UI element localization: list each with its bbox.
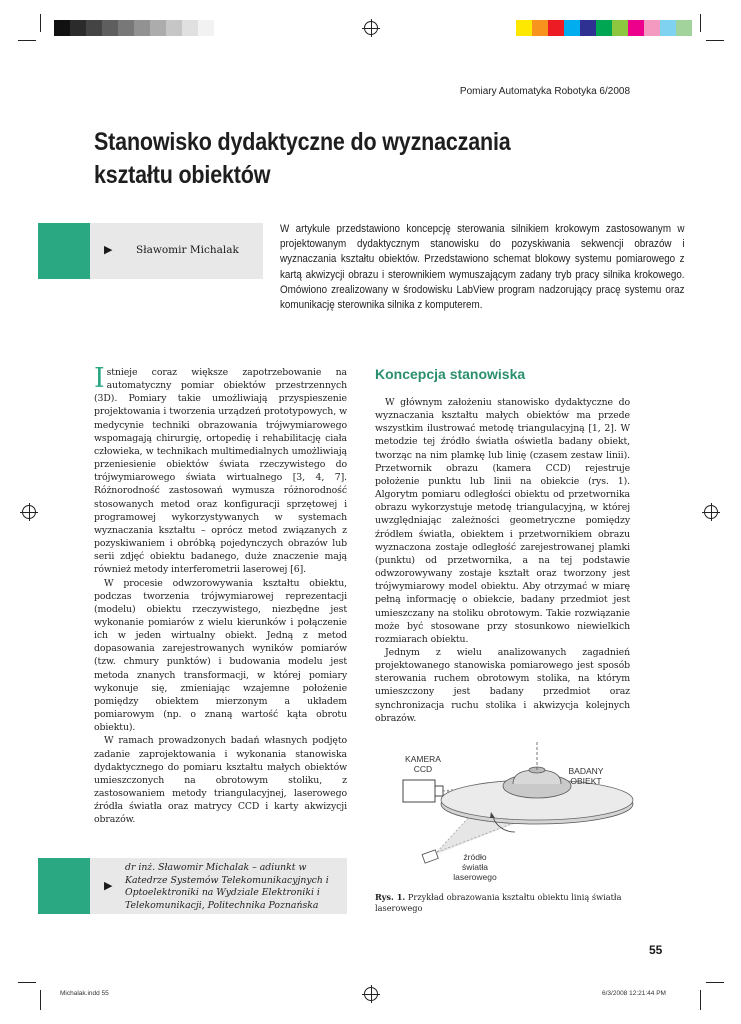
registration-mark-icon [364,21,378,35]
label-line: światła [462,862,488,872]
arrow-right-icon: ▶ [104,879,113,892]
author-bio-box [38,858,347,914]
crop-mark [706,40,724,41]
caption-text: Przykład obrazowania kształtu obiektu linią światła laserowego [375,892,622,913]
color-swatch [596,20,612,36]
paragraph-text: stnieje coraz większe zapotrzebowanie na automatyczny pomiar obiektów przestrzennych (3D). Pomiary takie umożliwiają przyspieszenie projektowania i tworzenia urządzeń prototypowych, w medycynie techniki obrazowania trójwymiarowego wspomagają chirurgię, ortopedię i rehabilitację ciała człowieka, w technikach multimedialnych umożliwiają przeniesienie obiektów świata rzeczywistego do trójwymiarowego świata wirtualnego [3, 4, 7]. Różnorodność zastosowań wymusza różnorodność stosowanych metod oraz konfiguracji sprzętowej i programowej wykorzystywanych w systemach wyznaczania kształtu – oprócz metod związanych z pozyskiwaniem i obróbką pojedynczych obrazów lub serii zdjęć obiektu badanego, duże znaczenie mają również metody interferometrii laserowej [6]. [94,367,347,576]
paragraph: W głównym założeniu stanowisko dydaktyczne do wyznaczania kształtu małych obiektów ma przede wszystkim ilustrować metodę triangulacyjną [1, 2]. W metodzie tej źródło światła oświetla badany obiekt, tworząc na nim plamkę lub linię (czasem zestaw linii). Przetwornik obrazu (kamera CCD) rejestruje położenie punktu lub linii na obiekcie (rys. 1). Algorytm pomiaru odległości obiektu od przetwornika obrazu wykorzystuje metodę triangulacyjną, w której uwzględniając zależności geometryczne pomiędzy źródłem światła, obiektem i przetwornikiem obrazu wyznaczona zostaje odległość zarejestrowanej plamki (punktu) od przetwornika, a na tej podstawie odwzorowywany zostaje kształt oraz tworzony jest trójwymiarowy model obiektu. Aby otrzymać w miarę pełną informację o obiekcie, badany przedmiot jest umieszczany na stoliku obrotowym. Takie rozwiązanie może być stosowane przy stosunkowo niewielkich rozmiarach obiektu. [375,397,630,645]
label-line: CCD [413,764,433,774]
paragraph: W procesie odwzorowywania kształtu obiektu, podczas tworzenia trójwymiarowej reprezentacji (modelu) obiektu rzeczywistego, niezbędne jest wykonanie pomiarów z wielu kierunków i połączenie ich w jeden wirtualny obiekt. Jedną z metod dopasowania zarejestrowanych wyników pomiarów (tzw. chmury punktów) i budowania modelu jest metoda znanych transformacji, w której pomiary wykonuje się, zmieniając wzajemne położenie pomiędzy obiektem mierzonym a układem pomiarowym (np. o znaną wartość kąta obrotu obiektu). [94,577,347,734]
color-swatch [580,20,596,36]
section-heading: Koncepcja stanowiska [375,366,526,382]
registration-mark-icon [704,505,718,519]
crop-mark [18,982,36,983]
color-swatch [134,20,150,36]
accent-block [38,223,90,279]
file-slug: Michalak.indd 55 [60,990,109,997]
column-right [375,396,630,725]
color-swatch [118,20,134,36]
color-swatch [644,20,660,36]
registration-mark-icon [364,987,378,1001]
crop-mark [700,990,701,1010]
camera-body [403,780,435,802]
color-swatch [612,20,628,36]
color-swatch [564,20,580,36]
label-line: laserowego [453,872,497,882]
author-box [38,223,263,279]
color-swatch [516,20,532,36]
laser-source [422,850,438,863]
crop-mark [40,990,41,1010]
column-left [94,363,347,826]
paragraph [94,363,347,577]
crop-mark [706,982,724,983]
journal-header: Pomiary Automatyka Robotyka 6/2008 [459,86,630,97]
label-line: źródło [463,852,487,862]
figure-triangulation [395,742,635,892]
label-line: KAMERA [405,754,441,764]
camera-lens [435,786,443,796]
print-timestamp: 6/3/2008 12:21:44 PM [602,990,666,997]
label-line: BADANY [568,766,604,776]
paragraph: Jednym z wielu analizowanych zagadnień projektowanego stanowiska pomiarowego jest sposób sterowania ruchem obrotowym stolika, na którym umieszczony jest badany przedmiot oraz synchronizacja ruchu stolika i akwizycja kolejnych obrazów. [375,646,630,724]
color-swatch [532,20,548,36]
color-swatch [548,20,564,36]
color-swatch [166,20,182,36]
color-swatch [660,20,676,36]
color-swatch [676,20,692,36]
label-line: OBIEKT [570,776,602,786]
camera-label [401,754,445,774]
author-bio: dr inż. Sławomir Michalak – adiunkt w Katedrze Systemów Telekomunikacyjnych i Optoelektroniki na Wydziale Elektroniki i Telekomunikacji, Politechnika Poznańska [125,862,329,911]
color-swatch [102,20,118,36]
color-swatch [182,20,198,36]
caption-prefix: Rys. 1. [375,892,406,902]
crop-mark [18,40,36,41]
page-number: 55 [649,943,663,957]
crop-mark [40,14,41,32]
color-swatch [54,20,70,36]
color-swatch [150,20,166,36]
color-swatch [198,20,214,36]
author-name: Sławomir Michalak [136,244,239,256]
laser-source-label [445,852,505,882]
figure-caption [375,892,635,914]
arrow-right-icon: ▶ [104,243,113,256]
color-swatch [70,20,86,36]
abstract: W artykule przedstawiono koncepcję sterowania silnikiem krokowym zastosowanym w projektowanym dydaktycznym stanowisku do pozyskiwania sekwencji obrazów i wyznaczania kształtu obiektów. Przedstawiono schemat blokowy systemu pomiarowego z kartą akwizycji obrazu i sterownikiem wymuszającym zadany tryb pracy silnika krokowego. Omówiono zrealizowany w środowisku LabView program nadzorujący pracę systemu oraz komunikację sterownika silnika z komputerem. [280,223,685,312]
drop-cap: I [94,363,105,394]
accent-block [38,858,90,914]
paragraph: W ramach prowadzonych badań własnych podjęto zadanie zaprojektowania i wykonania stanowiska dydaktycznego do pomiaru kształtu małych obiektów umieszczonych na obrotowym stoliku, z zastosowaniem metody triangulacyjnej, laserowego źródła światła oraz matrycy CCD i karty akwizycji obrazów. [94,735,347,826]
object-label [561,766,611,786]
article-title: Stanowisko dydaktyczne do wyznaczania kształtu obiektów [94,128,511,189]
registration-mark-icon [22,505,36,519]
color-swatch [86,20,102,36]
crop-mark [700,14,701,32]
color-swatch [628,20,644,36]
